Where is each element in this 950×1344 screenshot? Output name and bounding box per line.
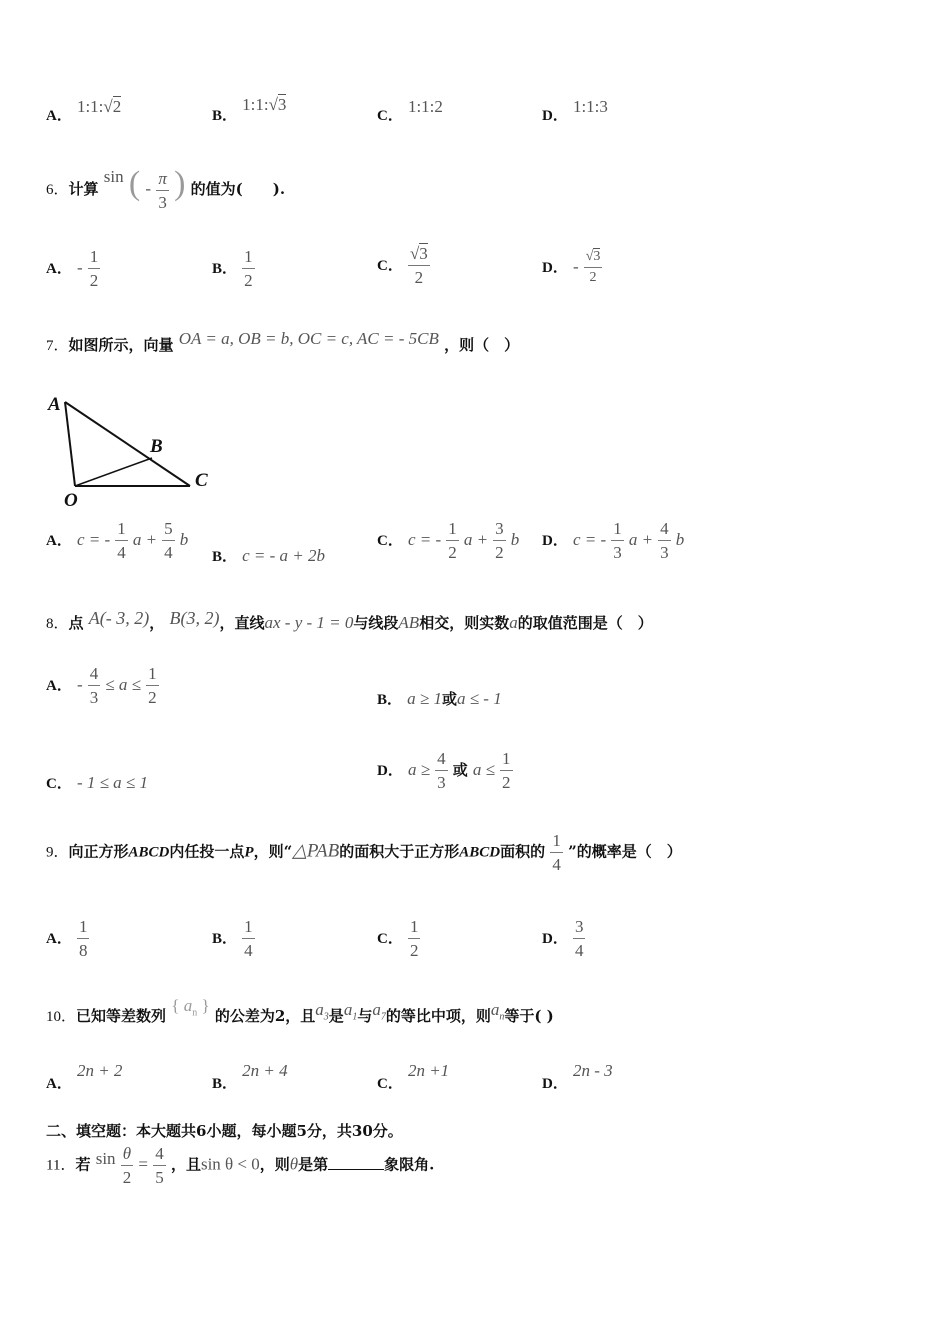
q8-option-d[interactable]: D． a ≥ $\frac{4}{3}$ 或 a ≤ $\frac{1}{2}$ xyxy=(377,749,511,792)
q10-option-b[interactable]: B． 2n + 4 xyxy=(212,1061,288,1092)
option-label: D． xyxy=(542,108,568,124)
segment-ob xyxy=(75,458,152,486)
segment-ac xyxy=(65,402,190,486)
question-6-stem: 6．计算 sin ( - $\frac{\pi}{3}$ ) 的值为( ). xyxy=(46,165,286,212)
option-label: B． xyxy=(212,108,238,124)
q6-option-d[interactable]: D． - $\frac{√3}{2}$ xyxy=(542,249,601,285)
q10-option-c[interactable]: C． 2n +1 xyxy=(377,1061,450,1092)
q6-option-b[interactable]: B． $\frac{1}{2}$ xyxy=(212,247,253,290)
q9-option-c[interactable]: C． $\frac{1}{2}$ xyxy=(377,917,419,960)
q8-option-c[interactable]: C． - 1 ≤ a ≤ 1 xyxy=(46,773,149,792)
q5-option-d[interactable] xyxy=(542,97,608,125)
segment-oa xyxy=(65,402,75,486)
q7-option-b[interactable]: B． c = - a + 2b xyxy=(212,546,326,565)
option-label: A． xyxy=(46,108,72,124)
option-label: C． xyxy=(377,108,403,124)
q5-option-c[interactable] xyxy=(377,97,443,125)
option-expr: 1:1:√3 xyxy=(242,95,287,114)
q7-option-a[interactable]: A． c = - $\frac{1}{4}$ a + $\frac{5}{4}$ b xyxy=(46,519,189,562)
q10-option-d[interactable]: D． 2n - 3 xyxy=(542,1061,613,1092)
option-expr: 1:1:√2 xyxy=(76,97,122,116)
section-2-heading: 二、填空题：本大题共6小题，每小题5分，共30分。 xyxy=(46,1122,403,1140)
option-expr: 1:1:3 xyxy=(572,97,608,116)
question-8-stem: 8．点 A(- 3, 2)， B(3, 2)，直线ax - y - 1 = 0与线段AB相交，则实数a的取值范围是（ ） xyxy=(46,608,653,632)
q10-option-a[interactable]: A． 2n + 2 xyxy=(46,1061,123,1092)
q6-option-a[interactable]: A． - $\frac{1}{2}$ xyxy=(46,247,99,290)
q9-option-d[interactable]: D． $\frac{3}{4}$ xyxy=(542,917,584,960)
q9-option-b[interactable]: B． $\frac{1}{4}$ xyxy=(212,917,253,960)
q9-option-a[interactable]: A． $\frac{1}{8}$ xyxy=(46,917,88,960)
question-10-stem: 10．已知等差数列 { $a_n$ } 的公差为2，且$a_3$是$a_1$与$a_7$的等比中项，则$a_n$等于( ) xyxy=(46,996,554,1025)
answer-blank[interactable] xyxy=(328,1155,384,1170)
point-a-label: A xyxy=(48,394,61,415)
q5-option-a[interactable] xyxy=(46,97,122,125)
q7-option-d[interactable]: D． c = - $\frac{1}{3}$ a + $\frac{4}{3}$ b xyxy=(542,519,685,562)
point-o-label: O xyxy=(64,490,78,511)
q6-option-c[interactable]: C． $\frac{√3}{2}$ xyxy=(377,244,428,287)
q8-option-a[interactable]: A． - $\frac{4}{3}$ ≤ a ≤ $\frac{1}{2}$ xyxy=(46,664,157,707)
point-b-label: B xyxy=(150,436,163,457)
option-expr: 1:1:2 xyxy=(407,97,443,116)
triangle-figure xyxy=(40,390,230,515)
q7-option-c[interactable]: C． c = - $\frac{1}{2}$ a + $\frac{3}{2}$ b xyxy=(377,519,520,562)
question-9-stem: 9．向正方形ABCD内任投一点P，则“△PAB的面积大于正方形ABCD面积的 $\frac{1}{4}$ ”的概率是（ ） xyxy=(46,831,682,874)
q8-option-b[interactable]: B． a ≥ 1或a ≤ - 1 xyxy=(377,689,502,708)
q5-option-b[interactable] xyxy=(212,95,287,125)
point-c-label: C xyxy=(195,470,208,491)
question-11-stem: 11．若 sin $\frac{\theta}{2}$ = $\frac{4}{5}$ ，且sin θ < 0，则θ是第 象限角. xyxy=(46,1144,435,1187)
question-7-stem: 7．如图所示，向量 OA = a, OB = b, OC = c, AC = - 5CB ，则（ ） xyxy=(46,329,520,354)
